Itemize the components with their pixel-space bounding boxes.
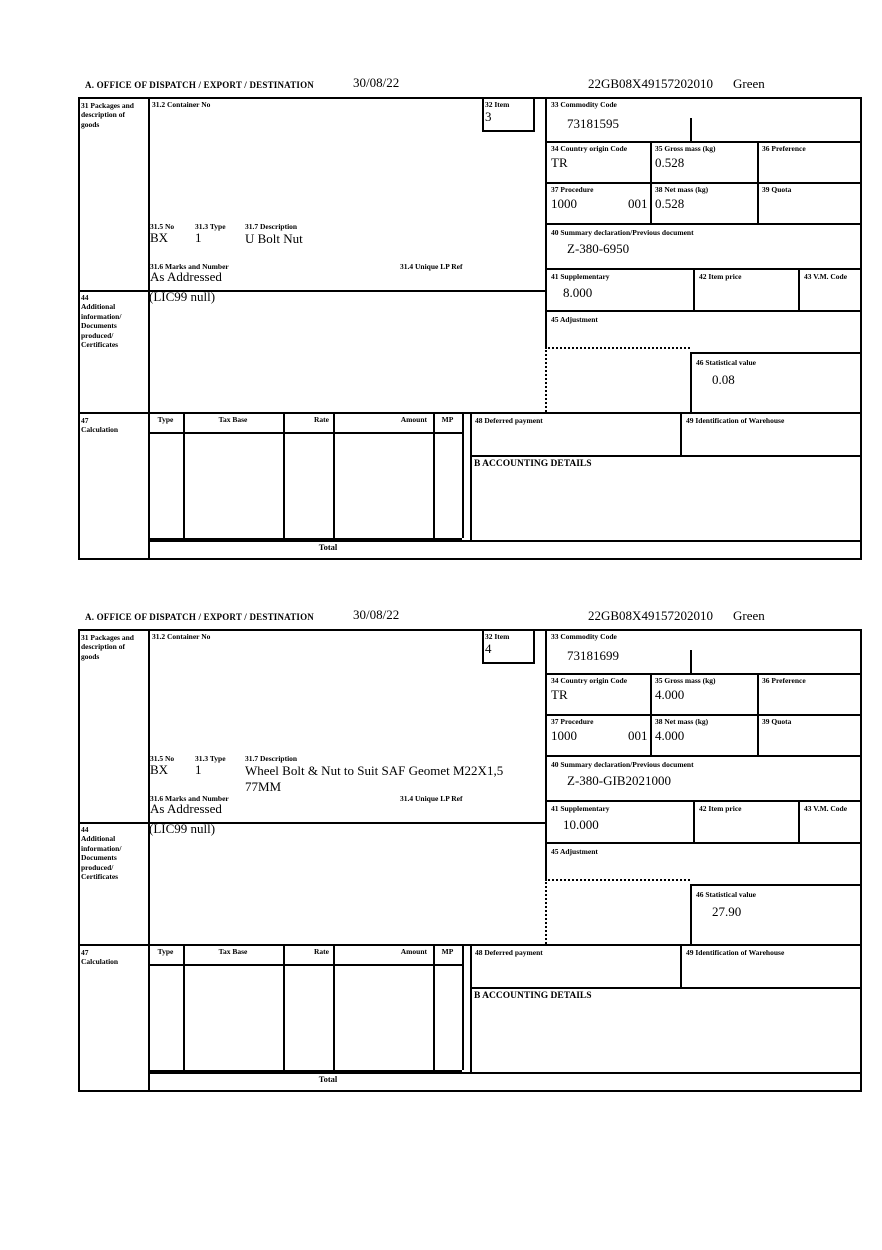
box37-label: 37 Procedure: [551, 185, 594, 194]
office-of-dispatch-label: A. OFFICE OF DISPATCH / EXPORT / DESTINATION: [85, 80, 315, 90]
routing-status: Green: [733, 76, 765, 91]
box34-label: 34 Country origin Code: [551, 144, 628, 153]
item-number: 3: [485, 109, 492, 124]
total-label: Total: [318, 1074, 338, 1084]
box39-label: 39 Quota: [762, 185, 792, 194]
box35-label: 35 Gross mass (kg): [655, 676, 716, 685]
box42-label: 42 Item price: [699, 804, 742, 813]
box31-label: 31 Packages and description of goods: [81, 633, 134, 661]
dashed-line: [545, 347, 547, 412]
box46-label: 46 Statistical value: [696, 358, 756, 367]
line: [690, 884, 862, 886]
box38-label: 38 Net mass (kg): [655, 185, 709, 194]
box41-label: 41 Supplementary: [551, 272, 610, 281]
box40-label: 40 Summary declaration/Previous document: [551, 228, 694, 237]
box38-label: 38 Net mass (kg): [655, 717, 709, 726]
tax-base-header: Tax Base: [218, 415, 248, 424]
box44-label: 44 Additional information/ Documents produced/ Certificates: [81, 825, 122, 881]
line: [690, 352, 692, 412]
additional-information: (LIC99 null): [149, 289, 216, 304]
marks-and-numbers: As Addressed: [150, 801, 222, 816]
line: [680, 412, 682, 455]
tax-type-header: Type: [157, 947, 174, 956]
tax-type-header: Type: [157, 415, 174, 424]
box45-label: 45 Adjustment: [551, 847, 598, 856]
procedure-code: 1000: [551, 728, 577, 743]
procedure-code: 1000: [551, 196, 577, 211]
line: [545, 673, 862, 675]
box32-label: 32 Item: [485, 632, 510, 641]
tax-mp-header: MP: [441, 947, 454, 956]
net-mass: 4.000: [655, 728, 685, 743]
procedure-code-extra: 001: [628, 728, 648, 743]
supplementary-units: 8.000: [563, 285, 593, 300]
statistical-value: 27.90: [712, 904, 742, 919]
box31-label: 31 Packages and description of goods: [81, 101, 134, 129]
box31-6-label: 31.6 Marks and Number: [150, 794, 229, 803]
line: [798, 268, 800, 310]
movement-reference-number: 22GB08X49157202010: [588, 608, 713, 623]
box37-label: 37 Procedure: [551, 717, 594, 726]
movement-reference-number: 22GB08X49157202010: [588, 76, 713, 91]
box31-4-label: 31.4 Unique LP Ref: [400, 262, 463, 271]
tax-rate-header: Rate: [314, 947, 329, 956]
box33-label: 33 Commodity Code: [551, 100, 617, 109]
box33-label: 33 Commodity Code: [551, 632, 617, 641]
line: [148, 964, 462, 966]
box31-3-label: 31.3 Type: [195, 222, 226, 231]
goods-description: U Bolt Nut: [245, 231, 303, 246]
line: [690, 884, 692, 944]
line: [462, 412, 464, 538]
box31-7-label: 31.7 Description: [245, 222, 298, 231]
box31-6-label: 31.6 Marks and Number: [150, 262, 229, 271]
box35-label: 35 Gross mass (kg): [655, 144, 716, 153]
line: [693, 800, 695, 842]
country-origin-code: TR: [551, 155, 568, 170]
box31-2-label: 31.2 Container No: [152, 632, 211, 641]
line: [545, 800, 862, 802]
item-number: 4: [485, 641, 492, 656]
box46-label: 46 Statistical value: [696, 890, 756, 899]
marks-and-numbers: As Addressed: [150, 269, 222, 284]
line: [470, 455, 862, 457]
line: [433, 412, 435, 538]
item-section-2: [78, 608, 864, 1094]
line: [470, 987, 862, 989]
tax-amount-header: Amount: [400, 415, 427, 424]
box34-label: 34 Country origin Code: [551, 676, 628, 685]
line: [462, 944, 464, 1070]
line: [148, 432, 462, 434]
line: [470, 944, 472, 1072]
goods-description: Wheel Bolt & Nut to Suit SAF Geomet M22X1,5 77MM: [245, 763, 504, 795]
additional-information: (LIC99 null): [149, 821, 216, 836]
line: [283, 412, 285, 538]
commodity-code: 73181699: [567, 648, 619, 663]
box39-label: 39 Quota: [762, 717, 792, 726]
previous-document: Z-380-GIB2021000: [567, 773, 671, 788]
office-of-dispatch-label: A. OFFICE OF DISPATCH / EXPORT / DESTINATION: [85, 612, 315, 622]
box45-label: 45 Adjustment: [551, 315, 598, 324]
box43-label: 43 V.M. Code: [804, 272, 848, 281]
dashed-line: [545, 879, 547, 944]
line: [433, 944, 435, 1070]
line: [545, 141, 862, 143]
line: [333, 944, 335, 1070]
box31-4-label: 31.4 Unique LP Ref: [400, 794, 463, 803]
line: [693, 268, 695, 310]
box31-7-label: 31.7 Description: [245, 754, 298, 763]
routing-status: Green: [733, 608, 765, 623]
previous-document: Z-380-6950: [567, 241, 630, 256]
line: [183, 412, 185, 538]
line: [798, 800, 800, 842]
box31-2-label: 31.2 Container No: [152, 100, 211, 109]
line: [283, 944, 285, 1070]
gross-mass: 0.528: [655, 155, 685, 170]
item-section-1: [78, 76, 864, 562]
line: [690, 352, 862, 354]
packages-no: BX: [150, 230, 169, 245]
gross-mass: 4.000: [655, 687, 685, 702]
box48-label: 48 Deferred payment: [475, 948, 543, 957]
commodity-code: 73181595: [567, 116, 619, 131]
box49-label: 49 Identification of Warehouse: [686, 948, 785, 957]
packages-type: 1: [195, 230, 202, 245]
tax-base-header: Tax Base: [218, 947, 248, 956]
line: [333, 412, 335, 538]
accounting-details-label: B ACCOUNTING DETAILS: [474, 991, 592, 1001]
procedure-code-extra: 001: [628, 196, 648, 211]
box31-3-label: 31.3 Type: [195, 754, 226, 763]
box49-label: 49 Identification of Warehouse: [686, 416, 785, 425]
tax-amount-header: Amount: [400, 947, 427, 956]
line: [680, 944, 682, 987]
net-mass: 0.528: [655, 196, 685, 211]
line: [545, 755, 862, 757]
box47-label: 47 Calculation: [81, 948, 119, 967]
line: [545, 842, 862, 844]
line: [470, 412, 472, 540]
line: [545, 223, 862, 225]
tax-mp-header: MP: [441, 415, 454, 424]
accounting-details-label: B ACCOUNTING DETAILS: [474, 459, 592, 469]
box32-label: 32 Item: [485, 100, 510, 109]
line: [545, 714, 862, 716]
total-label: Total: [318, 542, 338, 552]
box36-label: 36 Preference: [762, 144, 806, 153]
box43-label: 43 V.M. Code: [804, 804, 848, 813]
tax-rate-header: Rate: [314, 415, 329, 424]
declaration-date: 30/08/22: [353, 75, 400, 90]
country-origin-code: TR: [551, 687, 568, 702]
dashed-line: [545, 879, 690, 881]
line: [690, 650, 692, 673]
line: [148, 97, 150, 560]
packages-no: BX: [150, 762, 169, 777]
box48-label: 48 Deferred payment: [475, 416, 543, 425]
box31-5-label: 31.5 No: [150, 222, 175, 231]
line: [545, 310, 862, 312]
line: [545, 182, 862, 184]
dashed-line: [545, 347, 690, 349]
packages-type: 1: [195, 762, 202, 777]
declaration-date: 30/08/22: [353, 607, 400, 622]
box44-label: 44 Additional information/ Documents produced/ Certificates: [81, 293, 122, 349]
line: [545, 268, 862, 270]
supplementary-units: 10.000: [563, 817, 599, 832]
box31-5-label: 31.5 No: [150, 754, 175, 763]
line: [183, 944, 185, 1070]
box42-label: 42 Item price: [699, 272, 742, 281]
box47-label: 47 Calculation: [81, 416, 119, 435]
box36-label: 36 Preference: [762, 676, 806, 685]
box40-label: 40 Summary declaration/Previous document: [551, 760, 694, 769]
statistical-value: 0.08: [712, 372, 735, 387]
line: [148, 629, 150, 1092]
line: [690, 118, 692, 141]
box41-label: 41 Supplementary: [551, 804, 610, 813]
